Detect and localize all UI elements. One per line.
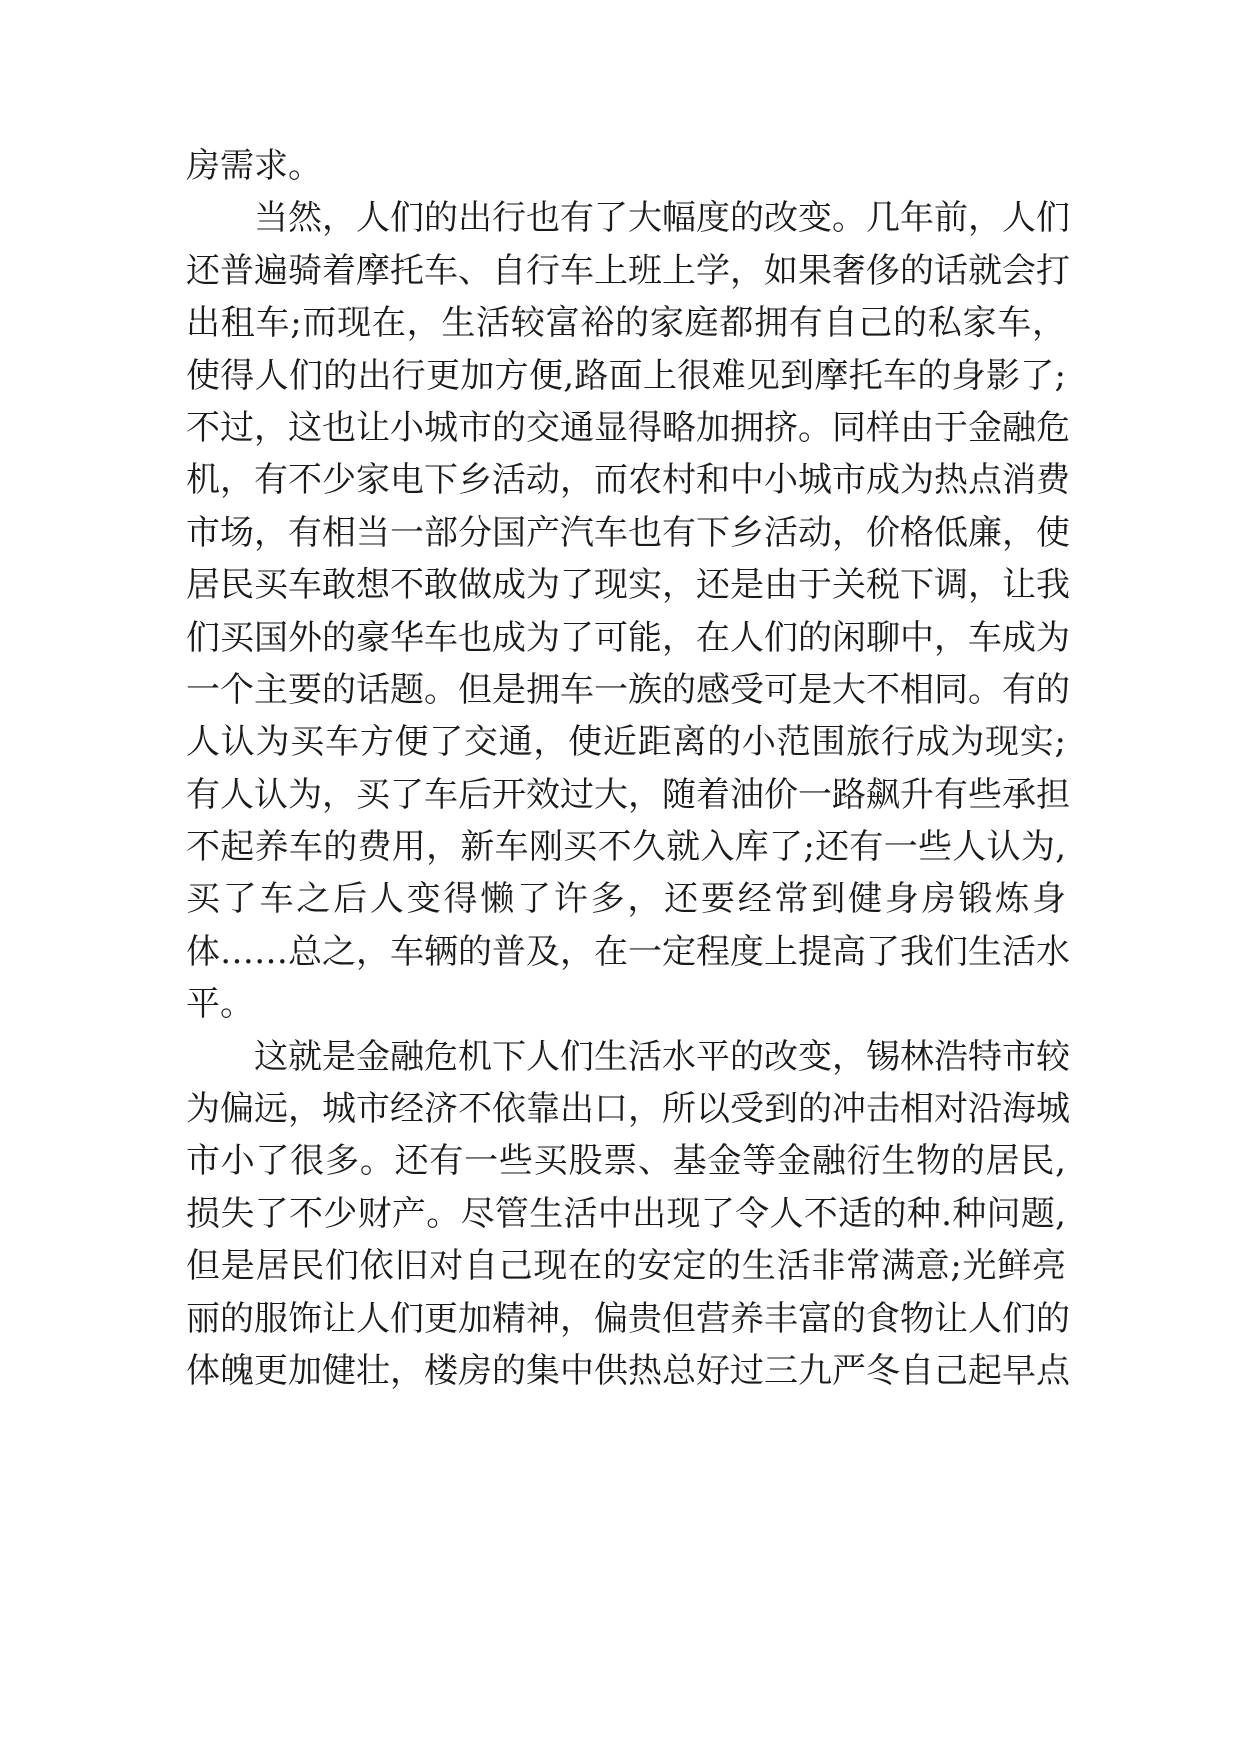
text-line: 人认为买车方便了交通，使近距离的小范围旅行成为现实; [186, 722, 1066, 763]
text-line: 使得人们的出行更加方便,路面上很难见到摩托车的身影了; [186, 355, 1066, 396]
body-text [186, 140, 1070, 1397]
text-line: 但是居民们依旧对自己现在的安定的生活非常满意;光鲜亮 [186, 1246, 1067, 1287]
text-line: 房需求。 [186, 146, 322, 186]
text-line: 这就是金融危机下人们生活水平的改变，锡林浩特市较 [254, 1036, 1070, 1077]
text-line: 为偏远，城市经济不依靠出口，所以受到的冲击相对沿海城 [186, 1089, 1070, 1130]
text-line: 平。 [186, 984, 254, 1025]
text-line: 不起养车的费用，新车刚买不久就入库了;还有一些人认为, [186, 827, 1066, 868]
text-line: 不过，这也让小城市的交通显得略加拥挤。同样由于金融危 [186, 407, 1070, 448]
text-line: 体……总之，车辆的普及，在一定程度上提高了我们生活水 [186, 931, 1070, 972]
text-line: 出租车;而现在，生活较富裕的家庭都拥有自己的私家车， [186, 303, 1066, 344]
text-line: 居民买车敢想不敢做成为了现实，还是由于关税下调，让我 [186, 565, 1070, 606]
text-line: 损失了不少财产。尽管生活中出现了令人不适的种.种问题, [186, 1193, 1066, 1234]
text-line: 丽的服饰让人们更加精神，偏贵但营养丰富的食物让人们的 [186, 1298, 1070, 1339]
text-line: 们买国外的豪华车也成为了可能，在人们的闲聊中，车成为 [186, 617, 1070, 658]
text-line: 买了车之后人变得懒了许多，还要经常到健身房锻炼身 [186, 879, 1066, 920]
text-line: 体魄更加健壮，楼房的集中供热总好过三九严冬自己起早点 [186, 1350, 1070, 1391]
text-line: 当然，人们的出行也有了大幅度的改变。几年前，人们 [254, 198, 1070, 239]
text-line: 机，有不少家电下乡活动，而农村和中小城市成为热点消费 [186, 460, 1070, 501]
text-line: 还普遍骑着摩托车、自行车上班上学，如果奢侈的话就会打 [186, 250, 1070, 291]
text-line: 市场，有相当一部分国产汽车也有下乡活动，价格低廉，使 [186, 512, 1070, 553]
text-line: 有人认为，买了车后开效过大，随着油价一路飙升有些承担 [186, 774, 1070, 815]
text-line: 市小了很多。还有一些买股票、基金等金融衍生物的居民, [186, 1141, 1066, 1182]
text-line: 一个主要的话题。但是拥车一族的感受可是大不相同。有的 [186, 669, 1070, 710]
